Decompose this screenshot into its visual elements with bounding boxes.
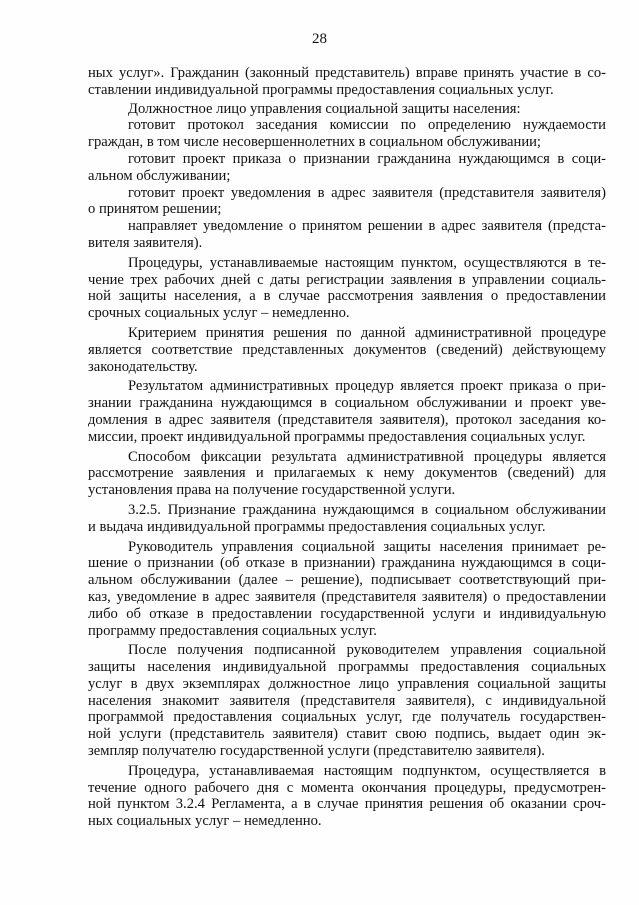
text-line: альном обслуживании; xyxy=(88,167,231,184)
text-line: ной услуги (представитель заявителя) ставит свою подпись, выдает один эк- xyxy=(88,726,606,743)
text-line: домления в адрес заявителя (представителя заявителя), протокол заседания ко- xyxy=(88,411,606,428)
text-line: либо об отказе в предоставлении государственной услуги и индивидуальную xyxy=(88,605,606,622)
text-line: готовит протокол заседания комиссии по определению нуждаемости xyxy=(128,117,606,134)
text-line: ной защиты населения, а в случае рассмотрения заявления о предоставлении xyxy=(88,288,606,305)
text-line: Критерием принятия решения по данной административной процедуре xyxy=(128,324,606,341)
text-line: вителя заявителя). xyxy=(88,234,203,251)
text-line: знании гражданина нуждающимся в социальном обслуживании и проект уве- xyxy=(88,395,606,412)
text-line: ных социальных услуг – немедленно. xyxy=(88,813,322,830)
text-line: земпляр получателю государственной услуги (представителю заявителя). xyxy=(88,743,545,760)
text-line: Должностное лицо управления социальной защиты населения: xyxy=(128,100,521,117)
text-line: течение одного рабочего дня с момента окончания процедуры, предусмотрен- xyxy=(88,779,606,796)
text-line: и выдача индивидуальной программы предоставления социальных услуг. xyxy=(88,518,546,535)
body-text xyxy=(88,65,606,830)
text-line: Процедуры, устанавливаемые настоящим пунктом, осуществляются в те- xyxy=(128,254,606,271)
text-line: рассмотрение заявления и прилагаемых к нему документов (сведений) для xyxy=(88,465,606,482)
text-line: является соответствие представленных документов (сведений) действующему xyxy=(88,341,606,358)
text-line: направляет уведомление о принятом решении в адрес заявителя (предста- xyxy=(128,218,606,235)
text-line: Руководитель управления социальной защиты населения принимает ре- xyxy=(128,538,606,555)
text-line: готовит проект уведомления в адрес заявителя (представителя заявителя) xyxy=(128,184,606,201)
text-line: ных услуг». Гражданин (законный представитель) вправе принять участие в со- xyxy=(88,65,606,81)
text-line: программой предоставления социальных услуг, где получатель государствен- xyxy=(88,709,606,726)
text-line: Способом фиксации результата административной процедуры является xyxy=(128,448,606,465)
text-line: каз, уведомление в адрес заявителя (представителя заявителя) о предоставлении xyxy=(88,588,606,605)
text-line: граждан, в том числе несовершеннолетних в социальном обслуживании; xyxy=(88,134,541,151)
text-line: миссии, проект индивидуальной программы предоставления социальных услуг. xyxy=(88,428,586,445)
text-line: о принятом решении; xyxy=(88,201,222,218)
text-line: 3.2.5. Признание гражданина нуждающимся в социальном обслуживании xyxy=(128,501,606,518)
text-line: установления права на получение государственной услуги. xyxy=(88,482,456,499)
text-line: шение о признании (об отказе в признании) гражданина нуждающимся в соци- xyxy=(88,555,606,572)
text-line: После получения подписанной руководителем управления социальной xyxy=(128,642,606,659)
text-line: программу предоставления социальных услуг. xyxy=(88,622,377,639)
text-line: чение трех рабочих дней с даты регистрации заявления в управлении социаль- xyxy=(88,271,606,288)
text-line: законодательству. xyxy=(88,358,198,375)
text-line: населения знакомит заявителя (представителя заявителя), с индивидуальной xyxy=(88,692,606,709)
text-line: срочных социальных услуг – немедленно. xyxy=(88,305,350,322)
text-line: ставлении индивидуальной программы предоставления социальных услуг. xyxy=(88,81,554,98)
text-line: готовит проект приказа о признании гражданина нуждающимся в соци- xyxy=(128,150,606,167)
text-line: альном обслуживании (далее – решение), подписывает соответствующий при- xyxy=(88,572,606,589)
text-line: Процедура, устанавливаемая настоящим подпунктом, осуществляется в xyxy=(128,762,606,779)
text-line: защиты населения индивидуальной программы предоставления социальных xyxy=(88,659,606,676)
text-line: Результатом административных процедур является проект приказа о при- xyxy=(128,378,606,395)
text-line: услуг в двух экземплярах должностное лицо управления социальной защиты xyxy=(88,675,606,692)
text-line: ной пунктом 3.2.4 Регламента, а в случае принятия решения об оказании сроч- xyxy=(88,796,606,813)
page-number: 28 xyxy=(312,31,327,47)
